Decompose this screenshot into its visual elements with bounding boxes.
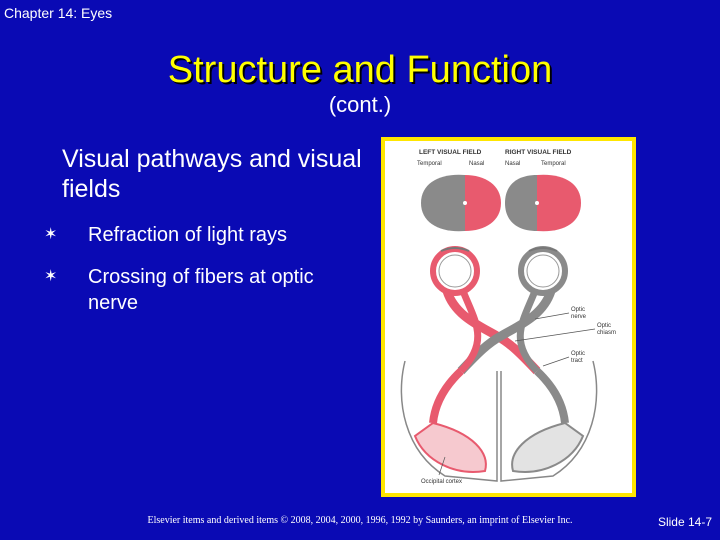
optic-nerve-label-2: nerve bbox=[571, 314, 587, 320]
sextile-bullet-icon: ✶ bbox=[44, 268, 58, 285]
slide-number: Slide 14-7 bbox=[657, 515, 712, 529]
optic-nerve-label-1: Optic bbox=[571, 307, 586, 313]
right-eye bbox=[521, 248, 565, 293]
optic-chiasm-label-1: Optic bbox=[597, 323, 612, 329]
visual-pathway-figure bbox=[381, 137, 636, 497]
left-visual-field bbox=[421, 175, 501, 232]
visual-pathway-diagram bbox=[385, 141, 632, 493]
occipital-cortex-label: Occipital cortex bbox=[421, 479, 463, 485]
optic-tract-label-1: Optic bbox=[571, 351, 586, 357]
bullet-text: Crossing of fibers at optic nerve bbox=[88, 266, 314, 314]
optic-tract-label-2: tract bbox=[571, 358, 583, 364]
right-visual-field-label: RIGHT VISUAL FIELD bbox=[505, 149, 572, 156]
slide-title: Structure and Function bbox=[167, 49, 553, 91]
bullet-text: Refraction of light rays bbox=[88, 224, 287, 246]
left-eye bbox=[433, 248, 477, 293]
slide-subtitle: (cont.) bbox=[328, 92, 392, 117]
temporal-left-label: Temporal bbox=[417, 161, 442, 167]
content-heading: Visual pathways and visual fields bbox=[62, 145, 362, 203]
copyright-notice: Elsevier items and derived items © 2008, 2004, 2000, 1996, 1992 by Saunders, an imprint of Elsevier Inc. bbox=[147, 515, 573, 526]
left-visual-field-label: LEFT VISUAL FIELD bbox=[419, 149, 482, 156]
nasal-left-label: Nasal bbox=[469, 161, 485, 167]
optic-chiasm-label-2: chiasm bbox=[597, 330, 617, 336]
right-visual-field bbox=[505, 175, 581, 232]
optic-nerve-paths bbox=[433, 291, 565, 423]
sextile-bullet-icon: ✶ bbox=[44, 226, 58, 243]
temporal-right-label: Temporal bbox=[541, 161, 566, 167]
nasal-right-label: Nasal bbox=[505, 161, 521, 167]
chapter-label: Chapter 14: Eyes bbox=[4, 5, 113, 21]
